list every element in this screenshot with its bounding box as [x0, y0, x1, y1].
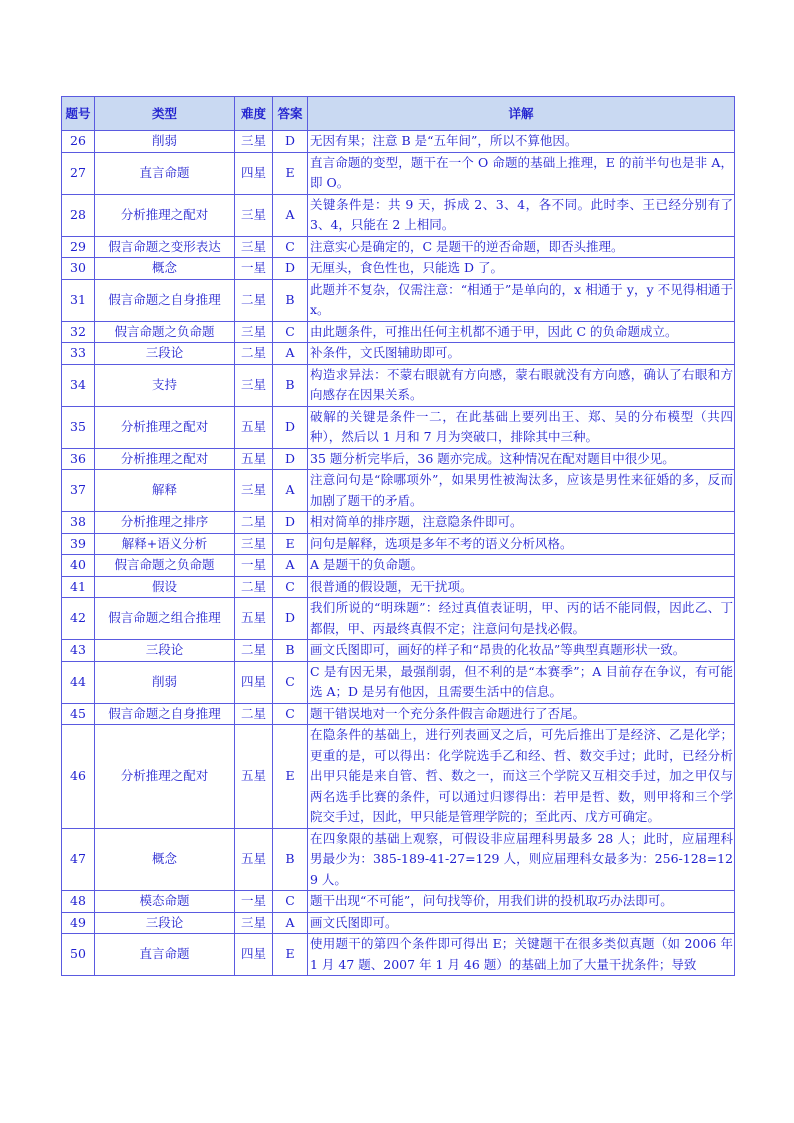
cell-difficulty: 三星 — [235, 131, 273, 153]
cell-answer: B — [273, 364, 308, 406]
cell-answer: C — [273, 661, 308, 703]
cell-type: 直言命题 — [95, 934, 235, 976]
cell-answer: D — [273, 258, 308, 280]
table-row — [62, 828, 735, 891]
cell-difficulty: 一星 — [235, 555, 273, 577]
cell-difficulty: 五星 — [235, 598, 273, 640]
cell-difficulty: 二星 — [235, 640, 273, 662]
cell-answer: C — [273, 703, 308, 725]
cell-explanation: 在隐条件的基础上，进行列表画叉之后，可先后推出丁是经济、乙是化学；更重的是，可以得出：化学院选手乙和经、哲、数交手过；此时，已经分析出甲只能是来自管、哲、数之一，而这三个学院又互相交手过，加之甲仅与两名选手比赛的条件，可以通过归谬得出：若甲是哲、数，则甲将和三个学院交手过，因此，甲只能是管理学院的；至此丙、戊方可确定。 — [308, 725, 735, 829]
cell-number: 50 — [62, 934, 95, 976]
cell-explanation: 使用题干的第四个条件即可得出 E；关键题干在很多类似真题（如 2006 年 1 月 47 题、2007 年 1 月 46 题）的基础上加了大量干扰条件；导致 — [308, 934, 735, 976]
cell-answer: C — [273, 891, 308, 913]
header-explanation: 详解 — [308, 97, 735, 131]
cell-explanation: 画文氏图即可，画好的样子和“昂贵的化妆品”等典型真题形状一致。 — [308, 640, 735, 662]
cell-difficulty: 三星 — [235, 236, 273, 258]
cell-number: 34 — [62, 364, 95, 406]
cell-explanation: 构造求异法：不蒙右眼就有方向感，蒙右眼就没有方向感，确认了右眼和方向感存在因果关系。 — [308, 364, 735, 406]
cell-difficulty: 三星 — [235, 321, 273, 343]
cell-difficulty: 二星 — [235, 576, 273, 598]
cell-difficulty: 三星 — [235, 912, 273, 934]
table-row — [62, 598, 735, 640]
table-row — [62, 194, 735, 236]
cell-answer: E — [273, 725, 308, 829]
cell-difficulty: 一星 — [235, 891, 273, 913]
cell-type: 削弱 — [95, 661, 235, 703]
header-type: 类型 — [95, 97, 235, 131]
cell-number: 26 — [62, 131, 95, 153]
cell-answer: C — [273, 321, 308, 343]
cell-type: 概念 — [95, 828, 235, 891]
cell-explanation: 题干出现“不可能”，问句找等价，用我们讲的投机取巧办法即可。 — [308, 891, 735, 913]
table-row — [62, 321, 735, 343]
cell-difficulty: 二星 — [235, 279, 273, 321]
cell-number: 49 — [62, 912, 95, 934]
cell-type: 削弱 — [95, 131, 235, 153]
cell-type: 概念 — [95, 258, 235, 280]
cell-explanation: 相对简单的排序题，注意隐条件即可。 — [308, 512, 735, 534]
cell-difficulty: 五星 — [235, 725, 273, 829]
cell-number: 41 — [62, 576, 95, 598]
cell-explanation: 画文氏图即可。 — [308, 912, 735, 934]
cell-number: 47 — [62, 828, 95, 891]
cell-type: 支持 — [95, 364, 235, 406]
cell-explanation: 由此题条件，可推出任何主机都不通于甲，因此 C 的负命题成立。 — [308, 321, 735, 343]
cell-number: 31 — [62, 279, 95, 321]
answer-explanation-table — [61, 96, 735, 976]
cell-number: 38 — [62, 512, 95, 534]
cell-answer: C — [273, 236, 308, 258]
cell-answer: D — [273, 598, 308, 640]
cell-number: 27 — [62, 152, 95, 194]
cell-difficulty: 五星 — [235, 448, 273, 470]
table-header-row — [62, 97, 735, 131]
cell-explanation: 很普通的假设题，无干扰项。 — [308, 576, 735, 598]
cell-number: 42 — [62, 598, 95, 640]
cell-type: 假言命题之变形表达 — [95, 236, 235, 258]
cell-difficulty: 五星 — [235, 828, 273, 891]
cell-explanation: 题干错误地对一个充分条件假言命题进行了否尾。 — [308, 703, 735, 725]
cell-number: 39 — [62, 533, 95, 555]
cell-type: 分析推理之配对 — [95, 406, 235, 448]
cell-type: 解释+语义分析 — [95, 533, 235, 555]
cell-number: 46 — [62, 725, 95, 829]
header-number: 题号 — [62, 97, 95, 131]
cell-type: 假设 — [95, 576, 235, 598]
cell-difficulty: 三星 — [235, 364, 273, 406]
cell-type: 三段论 — [95, 343, 235, 365]
cell-explanation: 无厘头，食色性也，只能选 D 了。 — [308, 258, 735, 280]
table-row — [62, 555, 735, 577]
cell-number: 33 — [62, 343, 95, 365]
cell-number: 28 — [62, 194, 95, 236]
cell-number: 30 — [62, 258, 95, 280]
cell-number: 35 — [62, 406, 95, 448]
cell-answer: E — [273, 152, 308, 194]
table-row — [62, 725, 735, 829]
table-row — [62, 470, 735, 512]
cell-number: 37 — [62, 470, 95, 512]
cell-explanation: 无因有果；注意 B 是“五年间”，所以不算他因。 — [308, 131, 735, 153]
cell-number: 45 — [62, 703, 95, 725]
cell-explanation: 直言命题的变型，题干在一个 O 命题的基础上推理，E 的前半句也是非 A，即 O。 — [308, 152, 735, 194]
table-body — [62, 131, 735, 976]
cell-answer: A — [273, 343, 308, 365]
cell-type: 三段论 — [95, 640, 235, 662]
header-difficulty: 难度 — [235, 97, 273, 131]
cell-difficulty: 三星 — [235, 470, 273, 512]
cell-answer: D — [273, 448, 308, 470]
cell-difficulty: 四星 — [235, 661, 273, 703]
cell-difficulty: 三星 — [235, 194, 273, 236]
cell-answer: D — [273, 406, 308, 448]
table-row — [62, 131, 735, 153]
cell-difficulty: 二星 — [235, 512, 273, 534]
table-row — [62, 448, 735, 470]
cell-difficulty: 五星 — [235, 406, 273, 448]
table-row — [62, 279, 735, 321]
cell-type: 三段论 — [95, 912, 235, 934]
cell-difficulty: 四星 — [235, 152, 273, 194]
cell-answer: A — [273, 912, 308, 934]
cell-difficulty: 二星 — [235, 343, 273, 365]
cell-explanation: 问句是解释，选项是多年不考的语义分析风格。 — [308, 533, 735, 555]
cell-number: 32 — [62, 321, 95, 343]
header-answer: 答案 — [273, 97, 308, 131]
cell-explanation: 补条件，文氏图辅助即可。 — [308, 343, 735, 365]
table-row — [62, 934, 735, 976]
table-row — [62, 406, 735, 448]
cell-answer: E — [273, 533, 308, 555]
cell-answer: A — [273, 470, 308, 512]
cell-number: 29 — [62, 236, 95, 258]
cell-number: 40 — [62, 555, 95, 577]
cell-number: 48 — [62, 891, 95, 913]
cell-type: 直言命题 — [95, 152, 235, 194]
cell-type: 假言命题之负命题 — [95, 321, 235, 343]
cell-explanation: A 是题干的负命题。 — [308, 555, 735, 577]
cell-explanation: C 是有因无果，最强削弱，但不利的是“本赛季”；A 目前存在争议，有可能选 A；D 是另有他因，且需要生活中的信息。 — [308, 661, 735, 703]
cell-type: 分析推理之排序 — [95, 512, 235, 534]
cell-explanation: 注意问句是“除哪项外”，如果男性被淘汰多，应该是男性来征婚的多，反而加剧了题干的矛盾。 — [308, 470, 735, 512]
cell-answer: B — [273, 828, 308, 891]
cell-explanation: 关键条件是：共 9 天，拆成 2、3、4，各不同。此时李、王已经分别有了 3、4，只能在 2 上相同。 — [308, 194, 735, 236]
table-row — [62, 533, 735, 555]
cell-number: 44 — [62, 661, 95, 703]
cell-explanation: 我们所说的“明珠题”：经过真值表证明，甲、丙的话不能同假，因此乙、丁都假，甲、丙最终真假不定；注意问句是找必假。 — [308, 598, 735, 640]
table-row — [62, 661, 735, 703]
cell-type: 假言命题之组合推理 — [95, 598, 235, 640]
cell-difficulty: 一星 — [235, 258, 273, 280]
table-row — [62, 364, 735, 406]
cell-explanation: 此题并不复杂，仅需注意：“相通于”是单向的，x 相通于 y，y 不见得相通于 x。 — [308, 279, 735, 321]
cell-explanation: 在四象限的基础上观察，可假设非应届理科男最多 28 人；此时，应届理科男最少为：385-189-41-27=129 人，则应届理科女最多为：256-128=129 人。 — [308, 828, 735, 891]
table-row — [62, 703, 735, 725]
table-row — [62, 152, 735, 194]
cell-type: 模态命题 — [95, 891, 235, 913]
table-row — [62, 343, 735, 365]
cell-type: 解释 — [95, 470, 235, 512]
cell-type: 假言命题之负命题 — [95, 555, 235, 577]
cell-type: 分析推理之配对 — [95, 725, 235, 829]
table-row — [62, 891, 735, 913]
cell-explanation: 破解的关键是条件一二，在此基础上要列出王、郑、吴的分布模型（共四种），然后以 1 月和 7 月为突破口，排除其中三种。 — [308, 406, 735, 448]
cell-number: 43 — [62, 640, 95, 662]
cell-type: 分析推理之配对 — [95, 194, 235, 236]
cell-explanation: 注意实心是确定的，C 是题干的逆否命题，即否头推理。 — [308, 236, 735, 258]
cell-difficulty: 四星 — [235, 934, 273, 976]
cell-answer: D — [273, 512, 308, 534]
cell-answer: A — [273, 555, 308, 577]
table-row — [62, 236, 735, 258]
cell-explanation: 35 题分析完毕后，36 题亦完成。这种情况在配对题目中很少见。 — [308, 448, 735, 470]
cell-type: 假言命题之自身推理 — [95, 703, 235, 725]
cell-type: 分析推理之配对 — [95, 448, 235, 470]
table-row — [62, 512, 735, 534]
cell-answer: D — [273, 131, 308, 153]
cell-answer: B — [273, 640, 308, 662]
table-row — [62, 258, 735, 280]
cell-answer: C — [273, 576, 308, 598]
cell-type: 假言命题之自身推理 — [95, 279, 235, 321]
table-row — [62, 912, 735, 934]
cell-number: 36 — [62, 448, 95, 470]
cell-answer: E — [273, 934, 308, 976]
table-row — [62, 640, 735, 662]
cell-answer: B — [273, 279, 308, 321]
cell-difficulty: 三星 — [235, 533, 273, 555]
cell-difficulty: 二星 — [235, 703, 273, 725]
table-row — [62, 576, 735, 598]
cell-answer: A — [273, 194, 308, 236]
